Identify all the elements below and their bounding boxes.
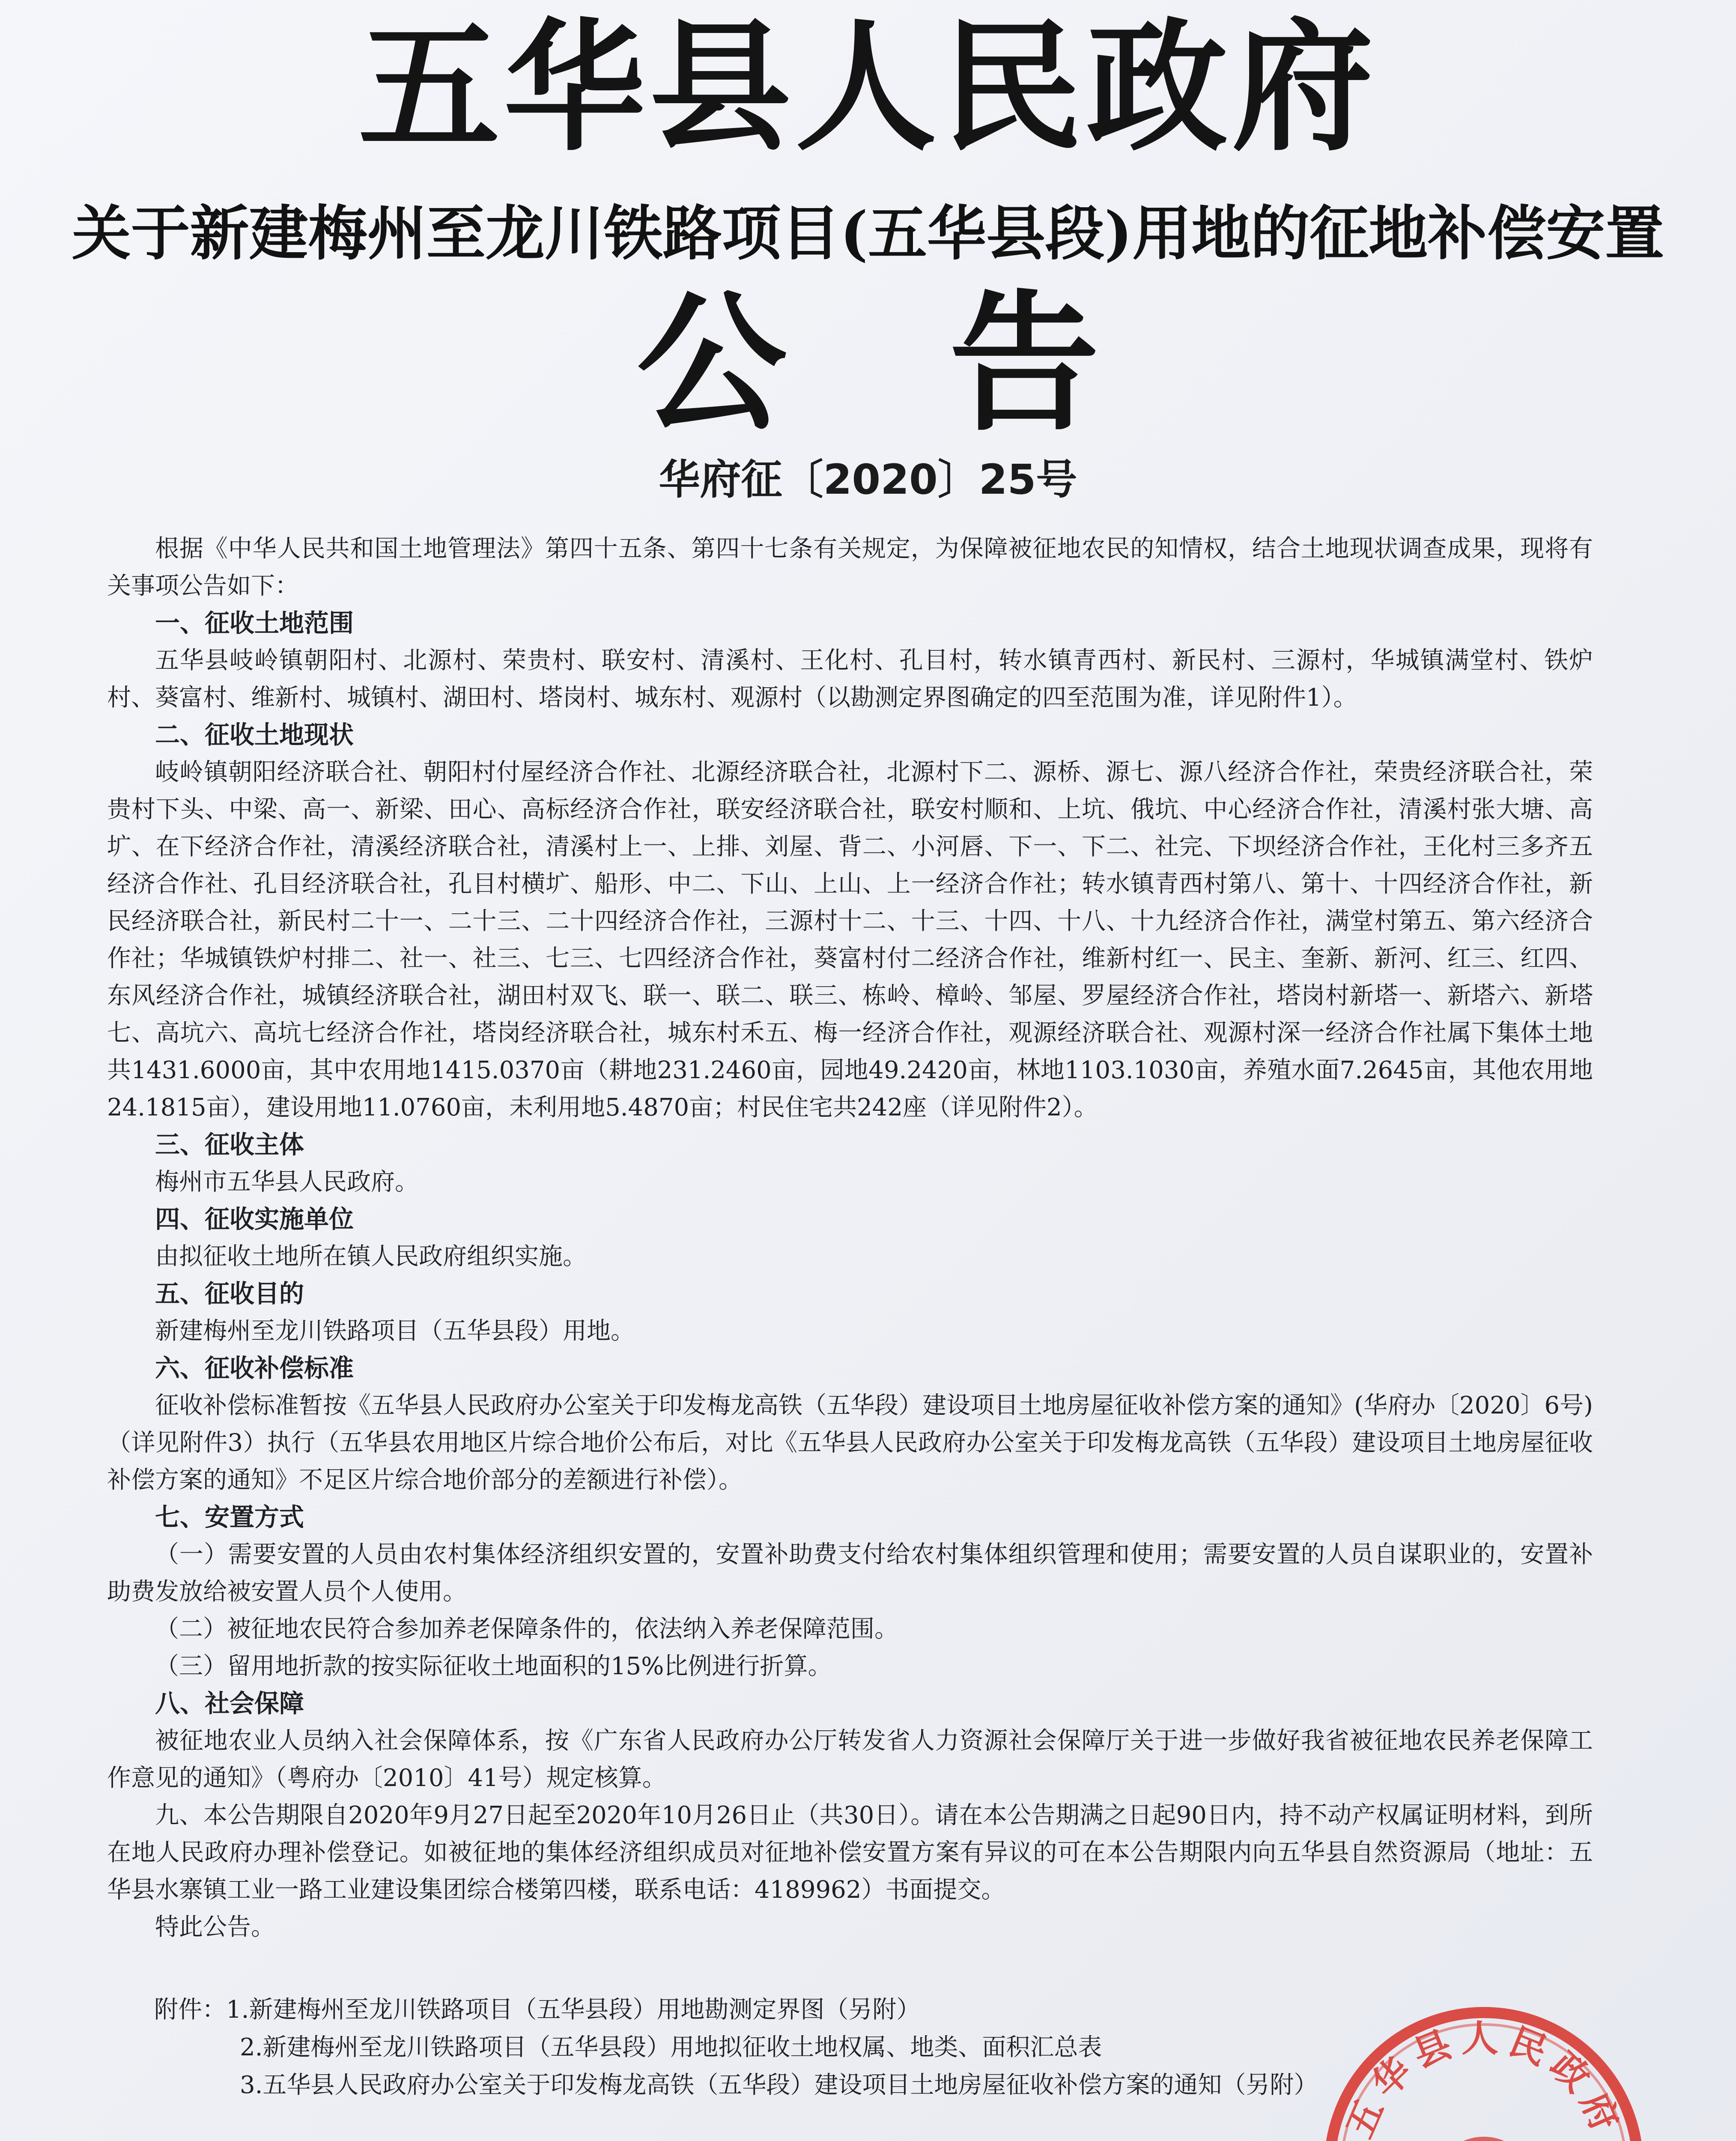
section-heading-1: 一、征收土地范围 bbox=[155, 608, 354, 638]
section-5-text: 新建梅州至龙川铁路项目（五华县段）用地。 bbox=[155, 1317, 635, 1345]
section-7-text-2: （二）被征地农民符合参加养老保障条件的，依法纳入养老保障范围。 bbox=[155, 1615, 898, 1643]
document-number: 华府征〔2020〕25号 bbox=[659, 456, 1077, 504]
closing-line: 特此公告。 bbox=[155, 1913, 275, 1941]
section-7-text-1: （一）需要安置的人员由农村集体经济组织安置的，安置补助费支付给农村集体组织管理和使用；需要安置的人员自谋职业的，安置补助费发放给被安置人员个人使用。 bbox=[107, 1541, 1593, 1606]
attachment-2: 2.新建梅州至龙川铁路项目（五华县段）用地拟征收土地权属、地类、面积汇总表 bbox=[240, 2034, 1102, 2061]
official-seal-icon bbox=[1321, 2004, 1647, 2141]
section-heading-7: 七、安置方式 bbox=[155, 1503, 304, 1532]
intro-paragraph: 根据《中华人民共和国土地管理法》第四十五条、第四十七条有关规定，为保障被征地农民的知情权，结合土地现状调查成果，现将有关事项公告如下： bbox=[107, 535, 1593, 600]
government-title: 五华县人民政府 bbox=[358, 6, 1378, 170]
section-3-text: 梅州市五华县人民政府。 bbox=[155, 1168, 419, 1196]
seal-text: 五华县人民政府 bbox=[1338, 2017, 1630, 2141]
section-6-text: 征收补偿标准暂按《五华县人民政府办公室关于印发梅龙高铁（五华段）建设项目土地房屋征收补偿方案的通知》(华府办〔2020〕6号)（详见附件3）执行（五华县农用地区片综合地价公布后，对比《五华县人民政府办公室关于印发梅龙高铁（五华段）建设项目土地房屋征收补偿方案的通知》不足区片综合地价部分的差额进行补偿）。 bbox=[107, 1392, 1593, 1494]
notice-subject: 关于新建梅州至龙川铁路项目(五华县段)用地的征地补偿安置 bbox=[72, 198, 1664, 268]
section-4-text: 由拟征收土地所在镇人民政府组织实施。 bbox=[155, 1243, 587, 1270]
svg-text:五华县人民政府 bbox=[1338, 2017, 1630, 2141]
section-heading-6: 六、征收补偿标准 bbox=[155, 1354, 354, 1383]
section-heading-5: 五、征收目的 bbox=[155, 1279, 304, 1308]
attachment-1: 附件：1.新建梅州至龙川铁路项目（五华县段）用地勘测定界图（另附） bbox=[154, 1996, 921, 2024]
section-heading-8: 八、社会保障 bbox=[155, 1689, 304, 1718]
section-2-text: 岐岭镇朝阳经济联合社、朝阳村付屋经济合作社、北源经济联合社，北源村下二、源桥、源七、源八经济合作社，荣贵经济联合社，荣贵村下头、中梁、高一、新梁、田心、高标经济合作社，联安经济联合社，联安村顺和、上坑、俄坑、中心经济合作社，清溪村张大塘、高圹、在下经济合作社，清溪经济联合社，清溪村上一、上排、刘屋、背二、小河唇、下一、下二、社完、下坝经济合作社，王化村三多齐五经济合作社、孔目经济联合社，孔目村横圹、船形、中二、下山、上山、上一经济合作社；转水镇青西村第八、第十、十四经济合作社，新民经济联合社，新民村二十一、二十三、二十四经济合作社，三源村十二、十三、十四、十八、十九经济合作社，满堂村第五、第六经济合作社；华城镇铁炉村排二、社一、社三、七三、七四经济合作社，葵富村付二经济合作社，维新村红一、民主、奎新、新河、红三、红四、东风经济合作社，城镇经济联合社，湖田村双飞、联一、联二、联三、栋岭、樟岭、邹屋、罗屋经济合作社，塔岗村新塔一、新塔六、新塔七、高坑六、高坑七经济合作社，塔岗经济联合社，城东村禾五、梅一经济合作社，观源经济联合社、观源村深一经济合作社属下集体土地共1431.6000亩，其中农用地1415.0370亩（耕地231.2460亩，园地49.2420亩，林地1103.1030亩，养殖水面7.2645亩，其他农用地24.1815亩），建设用地11.0760亩，未利用地5.4870亩；村民住宅共242座（详见附件2）。 bbox=[107, 758, 1593, 1121]
notice-kind-title bbox=[0, 277, 1736, 451]
notice-body bbox=[107, 530, 1593, 1946]
section-heading-2: 二、征收土地现状 bbox=[155, 720, 354, 749]
section-8-text: 被征地农业人员纳入社会保障体系，按《广东省人民政府办公厅转发省人力资源社会保障厅关于进一步做好我省被征地农民养老保障工作意见的通知》（粤府办〔2010〕41号）规定核算。 bbox=[107, 1727, 1593, 1792]
section-1-text: 五华县岐岭镇朝阳村、北源村、荣贵村、联安村、清溪村、王化村、孔目村，转水镇青西村、新民村、三源村，华城镇满堂村、铁炉村、葵富村、维新村、城镇村、湖田村、塔岗村、城东村、观源村（以勘测定界图确定的四至范围为准，详见附件1）。 bbox=[107, 647, 1593, 712]
section-heading-3: 三、征收主体 bbox=[155, 1130, 304, 1159]
attachment-3: 3.五华县人民政府办公室关于印发梅龙高铁（五华段）建设项目土地房屋征收补偿方案的通知（另附） bbox=[240, 2071, 1318, 2099]
notice-kind-char-1: 公 bbox=[637, 277, 787, 451]
section-7-text-3: （三）留用地折款的按实际征收土地面积的15%比例进行折算。 bbox=[155, 1652, 832, 1680]
section-heading-4: 四、征收实施单位 bbox=[155, 1205, 354, 1234]
period-notice: 九、本公告期限自2020年9月27日起至2020年10月26日止（共30日）。请在本公告期满之日起90日内，持不动产权属证明材料，到所在地人民政府办理补偿登记。如被征地的集体经济组织成员对征地补偿安置方案有异议的可在本公告期限内向五华县自然资源局（地址：五华县水寨镇工业一路工业建设集团综合楼第四楼，联系电话：4189962）书面提交。 bbox=[107, 1801, 1593, 1904]
notice-kind-char-2: 告 bbox=[949, 277, 1099, 451]
